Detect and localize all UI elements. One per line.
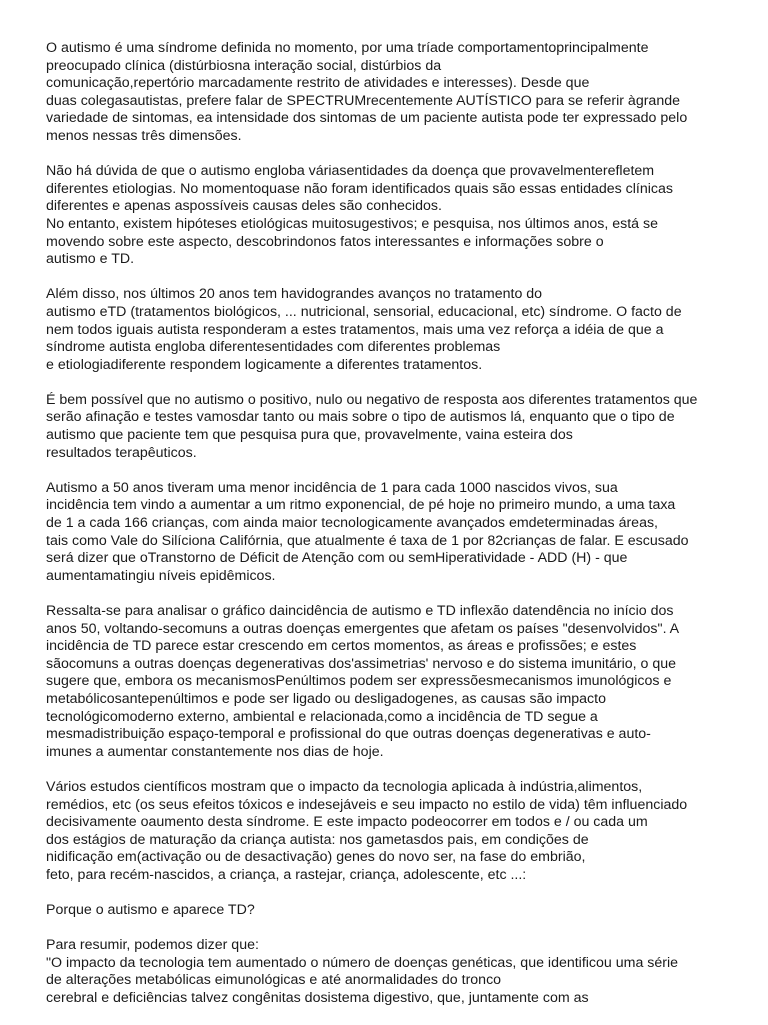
text-line: tais como Vale do Silíciona Califórnia, que atualmente é taxa de 1 por 82crianças de falar. E escusado [46, 532, 689, 549]
paragraph-trend-analysis [46, 603, 746, 761]
text-line: de alterações metabólicas eimunológicas e até anormalidades do tronco [46, 972, 502, 989]
paragraph-summary [46, 937, 746, 1007]
paragraph-question [46, 902, 746, 920]
text-line: nidificação em(activação ou de desactivação) genes do novo ser, na fase do embrião, [46, 849, 586, 866]
text-line: variedade de sintomas, ea intensidade dos sintomas de um paciente autista pode ter expressado pelo [46, 110, 688, 127]
text-line: e etiologiadiferente respondem logicamente a diferentes tratamentos. [46, 356, 483, 373]
paragraph-technology-impact [46, 779, 746, 885]
text-line: resultados terapêuticos. [46, 444, 197, 461]
text-line: incidência de TD parece estar crescendo em certos momentos, as áreas e profissões; e estes [46, 638, 637, 655]
text-line: cerebral e deficiências talvez congênitas dosistema digestivo, que, juntamente com as [46, 990, 589, 1007]
paragraph-definition [46, 40, 746, 146]
text-line: Autismo a 50 anos tiveram uma menor incidência de 1 para cada 1000 nascidos vivos, sua [46, 479, 618, 496]
text-line: autismo que paciente tem que pesquisa pura que, provavelmente, vaina esteira dos [46, 427, 573, 444]
text-line: Porque o autismo e aparece TD? [46, 902, 255, 919]
text-line: autismo eTD (tratamentos biológicos, ... nutricional, sensorial, educacional, etc) síndrome. O facto de [46, 303, 682, 320]
paragraph-incidence [46, 480, 746, 586]
text-line: mesmadistribuição espaço-temporal e profissional do que outras doenças degenerativas e auto- [46, 726, 651, 743]
text-line: será dizer que oTranstorno de Déficit de Atenção com ou semHiperatividade - ADD (H) - que [46, 550, 628, 567]
text-line: síndrome autista engloba diferentesentidades com diferentes problemas [46, 339, 501, 356]
text-line: sugere que, embora os mecanismosPenúltimos podem ser expressõesmecanismos imunológicos e [46, 673, 672, 690]
text-line: metabólicosantepenúltimos e pode ser ligado ou desligadogenes, as causas são impacto [46, 690, 606, 707]
text-line: feto, para recém-nascidos, a criança, a rastejar, criança, adolescente, etc ...: [46, 866, 527, 883]
text-line: incidência tem vindo a aumentar a um ritmo exponencial, de pé hoje no primeiro mundo, a uma taxa [46, 497, 676, 514]
text-line: Ressalta-se para analisar o gráfico daincidência de autismo e TD inflexão datendência no início dos [46, 603, 674, 619]
text-line: tecnológicomoderno externo, ambiental e relacionada,como a incidência de TD segue a [46, 708, 598, 725]
text-line: imunes a aumentar constantemente nos dias de hoje. [46, 743, 384, 760]
text-line: comunicação,repertório marcadamente restrito de atividades e interesses). Desde que [46, 75, 590, 92]
text-line: duas colegasautistas, prefere falar de SPECTRUMrecentemente AUTÍSTICO para se referir àgrande [46, 92, 680, 109]
text-line: movendo sobre este aspecto, descobrindonos fatos interessantes e informações sobre o [46, 233, 604, 250]
paragraph-treatments [46, 286, 746, 374]
text-line: nem todos iguais autista responderam a estes tratamentos, mais uma vez reforça a idéia de que a [46, 321, 664, 338]
text-line: sãocomuns a outras doenças degenerativas dos'assimetrias' nervoso e do sistema imunitário, o que [46, 655, 677, 672]
text-line: "O impacto da tecnologia tem aumentado o número de doenças genéticas, que identificou uma série [46, 954, 679, 971]
text-line: Além disso, nos últimos 20 anos tem havidograndes avanços no tratamento do [46, 286, 543, 303]
text-line: serão afinação e testes vamosdar tanto ou mais sobre o tipo de autismos lá, enquanto que o tipo de [46, 409, 675, 426]
text-line: diferentes e apenas aspossíveis causas deles são conhecidos. [46, 198, 442, 215]
text-line: Para resumir, podemos dizer que: [46, 937, 259, 954]
text-line: decisivamente oaumento desta síndrome. E este impacto podeocorrer em todos e / ou cada um [46, 814, 648, 831]
text-line: de 1 a cada 166 crianças, com ainda maior tecnologicamente avançados emdeterminadas áreas, [46, 515, 658, 532]
text-line: remédios, etc (os seus efeitos tóxicos e indesejáveis e seu impacto no estilo de vida) têm influenciado [46, 796, 688, 813]
paragraph-response [46, 392, 746, 462]
text-line: dos estágios de maturação da criança autista: nos gametasdos pais, em condições de [46, 831, 589, 848]
text-line: Não há dúvida de que o autismo engloba váriasentidades da doença que provavelmenterefletem [46, 163, 655, 180]
text-line: diferentes etiologias. No momentoquase não foram identificados quais são essas entidades clínicas [46, 180, 673, 197]
text-line: menos nessas três dimensões. [46, 127, 242, 144]
text-line: autismo e TD. [46, 251, 135, 268]
text-line: aumentamatingiu níveis epidêmicos. [46, 567, 276, 584]
text-line: No entanto, existem hipóteses etiológicas muitosugestivos; e pesquisa, nos últimos anos, está se [46, 215, 658, 232]
document-body [46, 40, 746, 1025]
text-line: O autismo é uma síndrome definida no momento, por uma tríade comportamentoprincipalmente [46, 40, 649, 56]
text-line: Vários estudos científicos mostram que o impacto da tecnologia aplicada à indústria,alimentos, [46, 778, 643, 795]
text-line: É bem possível que no autismo o positivo, nulo ou negativo de resposta aos diferentes tratamentos que [46, 391, 698, 408]
paragraph-etiologies [46, 163, 746, 269]
text-line: preocupado clínica (distúrbiosna interação social, distúrbios da [46, 57, 442, 74]
text-line: anos 50, voltando-secomuns a outras doenças emergentes que afetam os países "desenvolvidos". A [46, 620, 680, 637]
